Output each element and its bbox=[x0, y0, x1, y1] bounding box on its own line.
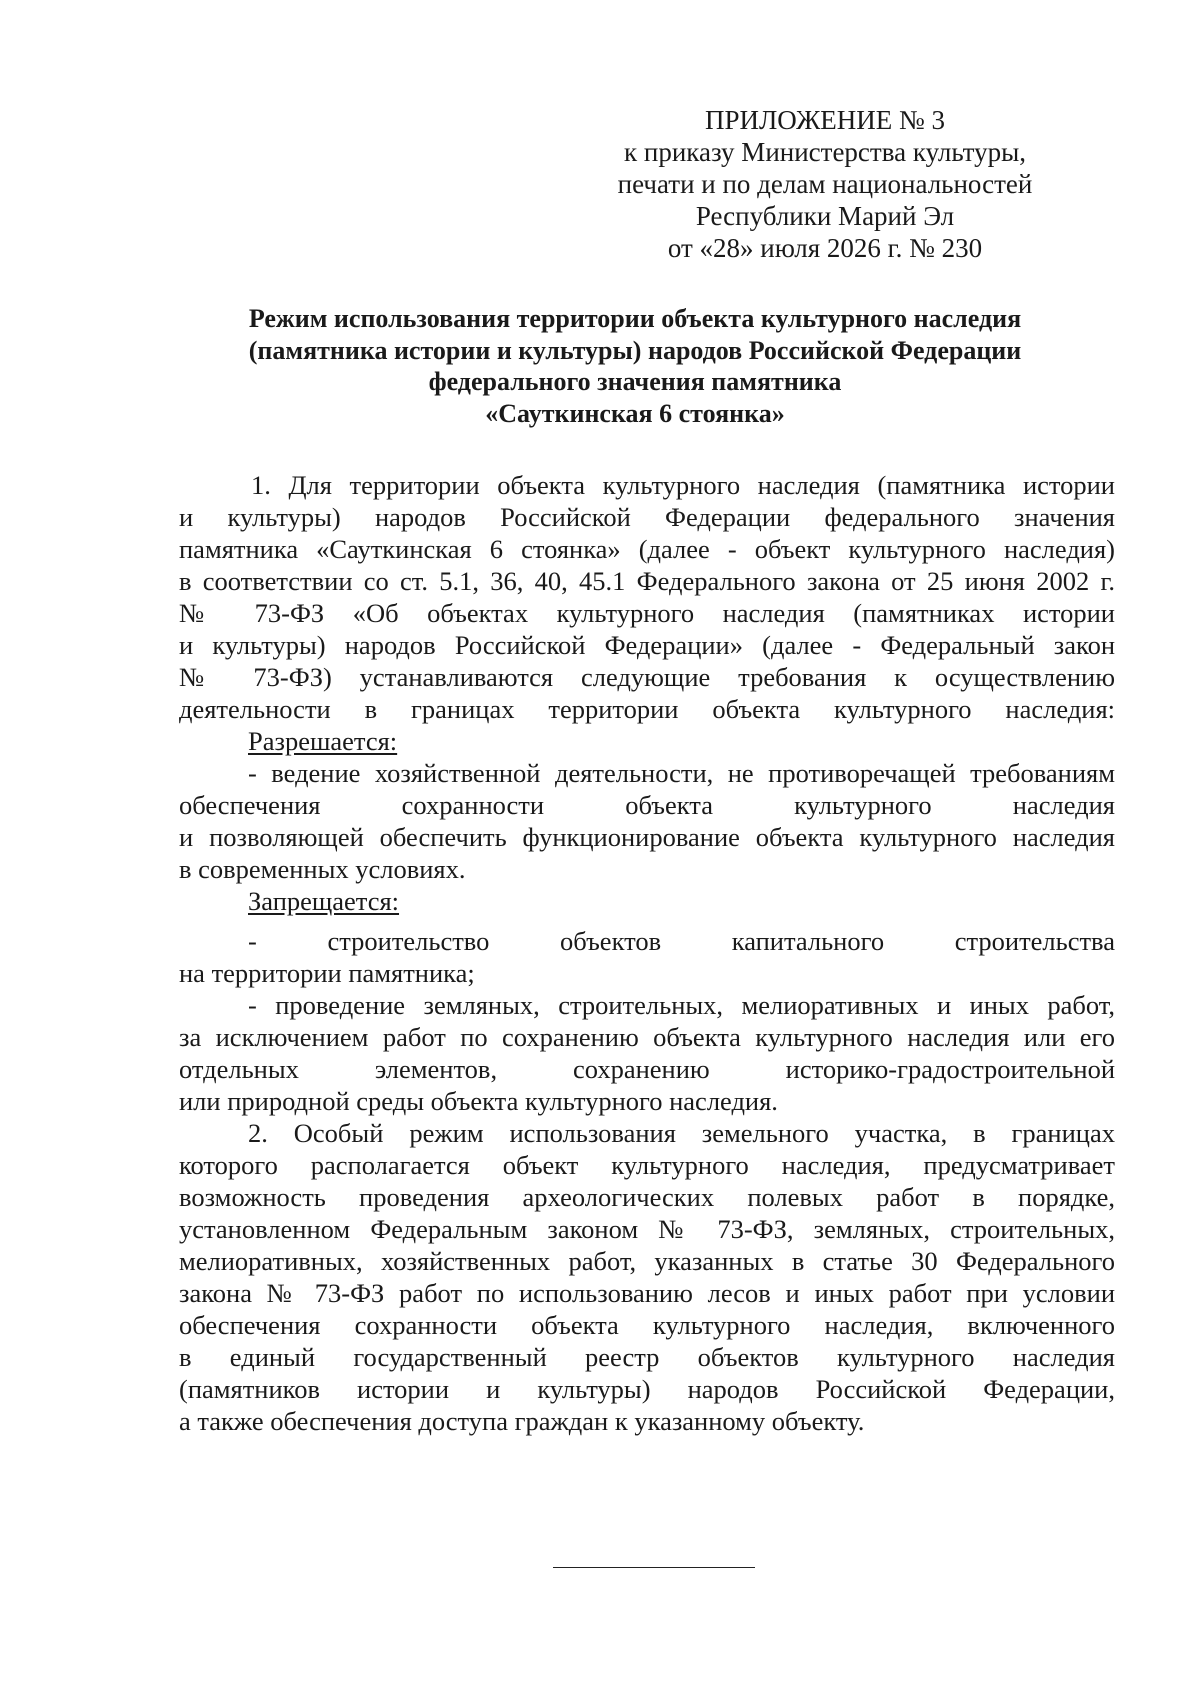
allowed-heading bbox=[179, 725, 1115, 757]
title-line: Режим использования территории объекта культурного наследия bbox=[248, 304, 1022, 333]
prohibited-heading bbox=[179, 885, 1115, 917]
appendix-order-line: Республики Марий Эл bbox=[695, 201, 955, 231]
paragraph-line: возможность проведения археологических полевых работ в порядке, bbox=[179, 1182, 1115, 1212]
appendix-order-date: от «28» июля 2026 г. № 230 bbox=[667, 233, 983, 263]
appendix-header bbox=[590, 104, 1060, 264]
appendix-order-line: печати и по делам национальностей bbox=[617, 169, 1033, 199]
paragraph-line: обеспечения сохранности объекта культурного наследия bbox=[179, 790, 1115, 820]
paragraph-line: - строительство объектов капитального строительства bbox=[248, 926, 1115, 956]
document-title bbox=[170, 303, 1100, 429]
paragraph-line: и позволяющей обеспечить функционирование объекта культурного наследия bbox=[179, 822, 1115, 852]
paragraph-line: мелиоративных, хозяйственных работ, указанных в статье 30 Федерального bbox=[179, 1246, 1115, 1276]
title-line: федерального значения памятника bbox=[428, 367, 842, 396]
paragraph-line: (памятников истории и культуры) народов Российской Федерации, bbox=[179, 1374, 1115, 1404]
paragraph-line: - проведение земляных, строительных, мелиоративных и иных работ, bbox=[248, 990, 1115, 1020]
paragraph-line: в единый государственный реестр объектов культурного наследия bbox=[179, 1342, 1115, 1372]
paragraph-line: закона № 73-ФЗ работ по использованию лесов и иных работ при условии bbox=[179, 1278, 1115, 1308]
paragraph-line: установленном Федеральным законом № 73-ФЗ, земляных, строительных, bbox=[179, 1214, 1115, 1244]
paragraph-line: отдельных элементов, сохранению историко-градостроительной bbox=[179, 1054, 1115, 1084]
paragraph-line: 2. Особый режим использования земельного участка, в границах bbox=[248, 1118, 1115, 1148]
paragraph-line: и культуры) народов Российской Федерации федерального значения bbox=[179, 502, 1115, 532]
end-of-document-rule bbox=[553, 1567, 755, 1568]
paragraph-line: деятельности в границах территории объекта культурного наследия: bbox=[179, 694, 1115, 724]
document-body bbox=[179, 469, 1115, 1437]
title-line: «Сауткинская 6 стоянка» bbox=[485, 398, 785, 428]
paragraph-line: - ведение хозяйственной деятельности, не противоречащей требованиям bbox=[248, 758, 1115, 788]
appendix-number: ПРИЛОЖЕНИЕ № 3 bbox=[704, 105, 946, 135]
paragraph-line: обеспечения сохранности объекта культурного наследия, включенного bbox=[179, 1310, 1115, 1340]
allowed-list bbox=[179, 757, 1115, 885]
paragraph-line: № 73-ФЗ) устанавливаются следующие требования к осуществлению bbox=[179, 662, 1115, 692]
title-line: (памятника истории и культуры) народов Российской Федерации bbox=[248, 335, 1022, 365]
section-1 bbox=[179, 469, 1115, 725]
prohibited-heading-text: Запрещается: bbox=[248, 886, 400, 916]
paragraph-line: или природной среды объекта культурного наследия. bbox=[179, 1086, 778, 1116]
appendix-order-line: к приказу Министерства культуры, bbox=[624, 137, 1026, 167]
paragraph-line: № 73-ФЗ «Об объектах культурного наследия (памятниках истории bbox=[179, 598, 1115, 628]
paragraph-line: которого располагается объект культурного наследия, предусматривает bbox=[179, 1150, 1115, 1180]
paragraph-line: и культуры) народов Российской Федерации» (далее - Федеральный закон bbox=[179, 630, 1115, 660]
spacer bbox=[179, 917, 1115, 925]
prohibited-item-2 bbox=[179, 989, 1115, 1117]
paragraph-line: в соответствии со ст. 5.1, 36, 40, 45.1 Федерального закона от 25 июня 2002 г. bbox=[179, 566, 1115, 596]
paragraph-line: 1. Для территории объекта культурного наследия (памятника истории bbox=[251, 470, 1115, 500]
paragraph-line: памятника «Сауткинская 6 стоянка» (далее - объект культурного наследия) bbox=[179, 534, 1115, 564]
paragraph-line: а также обеспечения доступа граждан к указанному объекту. bbox=[179, 1406, 865, 1436]
prohibited-item-1 bbox=[179, 925, 1115, 989]
section-2 bbox=[179, 1117, 1115, 1437]
paragraph-line: в современных условиях. bbox=[179, 854, 466, 884]
paragraph-line: за исключением работ по сохранению объекта культурного наследия или его bbox=[179, 1022, 1115, 1052]
paragraph-line: на территории памятника; bbox=[179, 958, 475, 988]
allowed-heading-text: Разрешается: bbox=[248, 726, 398, 756]
